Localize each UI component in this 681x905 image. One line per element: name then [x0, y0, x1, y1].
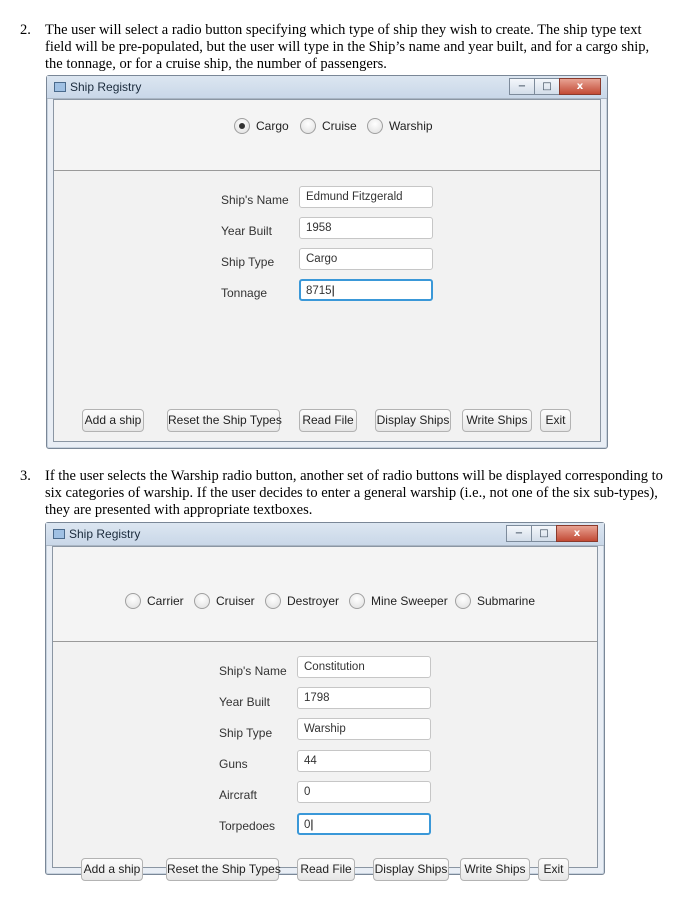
radio-label: Cruise: [322, 119, 357, 133]
radio-label: Destroyer: [287, 594, 340, 608]
exit-button[interactable]: Exit: [538, 858, 569, 881]
field-label-year-built: Year Built: [219, 695, 270, 709]
field-label-guns: Guns: [219, 757, 248, 771]
close-button[interactable]: [559, 78, 601, 95]
ship-type-input[interactable]: Cargo: [299, 248, 433, 270]
radio-indicator: [300, 118, 316, 134]
radio-mine-sweeper[interactable]: [349, 593, 448, 609]
step-text: The user will select a radio button specifying which type of ship they wish to create. The ship type text field will be pre-populated, but the user will type in the Ship’s name and year built, and for a cargo ship, the tonnage, or for a cruise ship, the number of passengers.: [45, 22, 650, 72]
radio-cruise[interactable]: [300, 118, 357, 134]
warship-subtype-radio-panel: [53, 547, 597, 642]
display-ships-button[interactable]: Display Ships: [375, 409, 451, 432]
radio-carrier[interactable]: [125, 593, 184, 609]
window-content: [52, 546, 598, 876]
step-number: 3.: [20, 468, 31, 484]
instruction-step-2: [20, 22, 670, 74]
guns-input[interactable]: 44: [297, 750, 431, 772]
radio-destroyer[interactable]: [265, 593, 339, 609]
field-label-torpedoes: Torpedoes: [219, 819, 276, 833]
minimize-icon: −: [514, 528, 524, 539]
aircraft-input[interactable]: 0: [297, 781, 431, 803]
radio-label: Cargo: [256, 119, 289, 133]
radio-indicator: [455, 593, 471, 609]
year-built-input[interactable]: 1958: [299, 217, 433, 239]
minimize-button[interactable]: [509, 78, 535, 95]
radio-selected-indicator: [234, 118, 250, 134]
radio-label: Mine Sweeper: [371, 594, 448, 608]
field-label-tonnage: Tonnage: [221, 286, 268, 300]
radio-indicator: [125, 593, 141, 609]
read-file-button[interactable]: Read File: [297, 858, 355, 881]
window-title: Ship Registry: [69, 527, 141, 541]
app-window-icon: [54, 82, 66, 92]
ships-name-input[interactable]: Constitution: [297, 656, 431, 678]
read-file-button[interactable]: Read File: [299, 409, 357, 432]
ships-name-input[interactable]: Edmund Fitzgerald: [299, 186, 433, 208]
ship-registry-window-warship: [45, 522, 605, 875]
write-ships-button[interactable]: Write Ships: [462, 409, 532, 432]
maximize-icon: □: [542, 81, 552, 92]
maximize-button[interactable]: [534, 78, 560, 95]
reset-ship-types-button[interactable]: Reset the Ship Types: [166, 858, 279, 881]
field-label-aircraft: Aircraft: [219, 788, 258, 802]
add-ship-button[interactable]: Add a ship: [81, 858, 143, 881]
field-label-ships-name: Ship's Name: [221, 193, 289, 207]
reset-ship-types-button[interactable]: Reset the Ship Types: [167, 409, 280, 432]
minimize-button[interactable]: [506, 525, 532, 542]
field-label-year-built: Year Built: [221, 224, 272, 238]
close-button[interactable]: [556, 525, 598, 542]
field-label-ship-type: Ship Type: [221, 255, 275, 269]
radio-cargo[interactable]: [234, 118, 289, 134]
year-built-input[interactable]: 1798: [297, 687, 431, 709]
radio-label: Carrier: [147, 594, 184, 608]
maximize-icon: □: [539, 528, 549, 539]
radio-label: Cruiser: [216, 594, 255, 608]
display-ships-button[interactable]: Display Ships: [373, 858, 449, 881]
field-label-ships-name: Ship's Name: [219, 664, 287, 678]
tonnage-input[interactable]: 8715 |: [299, 279, 433, 301]
close-icon: x: [576, 81, 584, 92]
radio-label: Submarine: [477, 594, 536, 608]
close-icon: x: [573, 528, 581, 539]
window-title: Ship Registry: [70, 80, 142, 94]
ship-registry-window-cargo: [46, 75, 608, 449]
radio-indicator: [349, 593, 365, 609]
radio-indicator: [265, 593, 281, 609]
title-bar[interactable]: [46, 523, 604, 546]
radio-submarine[interactable]: [455, 593, 535, 609]
title-bar[interactable]: [47, 76, 607, 99]
ship-type-input[interactable]: Warship: [297, 718, 431, 740]
radio-label: Warship: [389, 119, 433, 133]
radio-warship[interactable]: [367, 118, 433, 134]
instruction-step-3: [20, 468, 670, 520]
field-label-ship-type: Ship Type: [219, 726, 273, 740]
write-ships-button[interactable]: Write Ships: [460, 858, 530, 881]
radio-cruiser[interactable]: [194, 593, 255, 609]
maximize-button[interactable]: [531, 525, 557, 542]
window-content: [53, 99, 601, 442]
add-ship-button[interactable]: Add a ship: [82, 409, 144, 432]
step-number: 2.: [20, 22, 31, 38]
minimize-icon: −: [517, 81, 527, 92]
torpedoes-input[interactable]: 0 |: [297, 813, 431, 835]
radio-indicator: [367, 118, 383, 134]
radio-indicator: [194, 593, 210, 609]
step-text: If the user selects the Warship radio button, another set of radio buttons will be displayed corresponding to six categories of warship. If the user decides to enter a general warship (i.e., not one of the six sub-types), they are presented with appropriate textboxes.: [45, 468, 663, 518]
exit-button[interactable]: Exit: [540, 409, 571, 432]
app-window-icon: [53, 529, 65, 539]
ship-type-radio-panel: [54, 100, 600, 171]
